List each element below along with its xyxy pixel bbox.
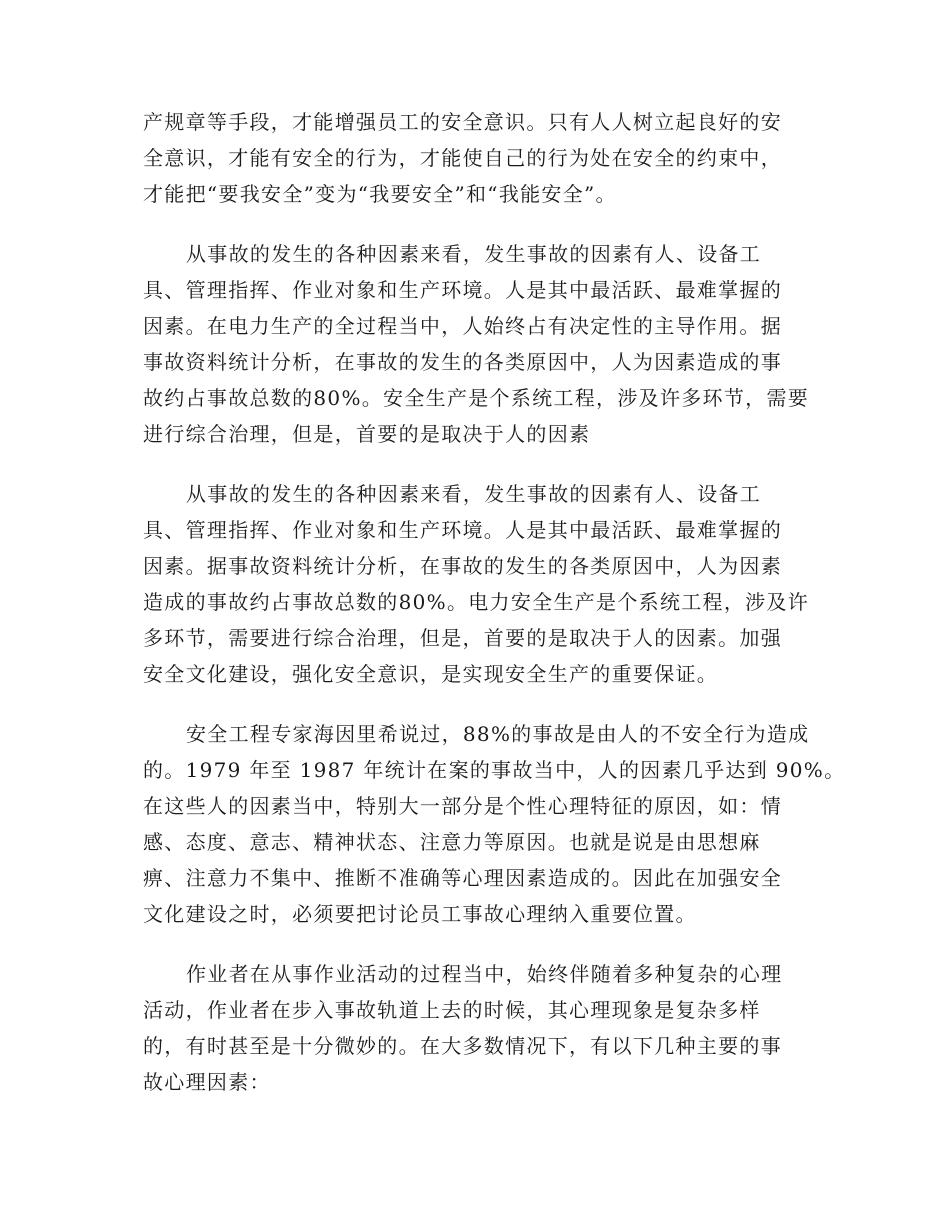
paragraph-2: [143, 236, 808, 452]
text-line: 痹、注意力不集中、推断不准确等心理因素造成的。因此在加强安全: [143, 866, 782, 890]
document-body: [143, 104, 846, 1124]
text-line: 的。1979 年至 1987 年统计在案的事故当中，人的因素几乎达到 90%。: [143, 758, 846, 782]
text-line: 故心理因素：: [143, 1070, 271, 1094]
text-line: 文化建设之时，必须要把讨论员工事故心理纳入重要位置。: [143, 902, 697, 926]
text-line: 产规章等手段，才能增强员工的安全意识。只有人人树立起良好的安: [143, 110, 782, 134]
text-line: 安全工程专家海因里希说过，88%的事故是由人的不安全行为造成: [186, 722, 810, 746]
text-line: 造成的事故约占事故总数的80%。电力安全生产是个系统工程，涉及许: [143, 590, 810, 614]
text-line: 全意识，才能有安全的行为，才能使自己的行为处在安全的约束中，: [143, 146, 782, 170]
text-line: 进行综合治理，但是，首要的是取决于人的因素: [143, 422, 591, 446]
text-line: 从事故的发生的各种因素来看，发生事故的因素有人、设备工: [186, 482, 762, 506]
text-line: 在这些人的因素当中，特别大一部分是个性心理特征的原因，如：情: [143, 794, 782, 818]
paragraph-5: [143, 956, 808, 1100]
text-line: 故约占事故总数的80%。安全生产是个系统工程，涉及许多环节，需要: [143, 386, 810, 410]
paragraph-3: [143, 476, 808, 692]
text-line: 具、管理指挥、作业对象和生产环境。人是其中最活跃、最难掌握的: [143, 278, 782, 302]
text-line: 因素。据事故资料统计分析，在事故的发生的各类原因中，人为因素: [143, 554, 782, 578]
text-line: 作业者在从事作业活动的过程当中，始终伴随着多种复杂的心理: [186, 962, 783, 986]
text-line: 安全文化建设，强化安全意识，是实现安全生产的重要保证。: [143, 662, 719, 686]
text-line: 感、态度、意志、精神状态、注意力等原因。也就是说是由思想麻: [143, 830, 761, 854]
paragraph-4: [143, 716, 846, 932]
text-line: 从事故的发生的各种因素来看，发生事故的因素有人、设备工: [186, 242, 762, 266]
text-line: 才能把“要我安全”变为“我要安全”和“我能安全”。: [143, 182, 617, 206]
text-line: 的，有时甚至是十分微妙的。在大多数情况下，有以下几种主要的事: [143, 1034, 782, 1058]
text-line: 事故资料统计分析，在事故的发生的各类原因中，人为因素造成的事: [143, 350, 782, 374]
text-line: 活动，作业者在步入事故轨道上去的时候，其心理现象是复杂多样: [143, 998, 761, 1022]
paragraph-1: [143, 104, 808, 212]
text-line: 因素。在电力生产的全过程当中，人始终占有决定性的主导作用。据: [143, 314, 782, 338]
text-line: 具、管理指挥、作业对象和生产环境。人是其中最活跃、最难掌握的: [143, 518, 782, 542]
text-line: 多环节，需要进行综合治理，但是，首要的是取决于人的因素。加强: [143, 626, 782, 650]
